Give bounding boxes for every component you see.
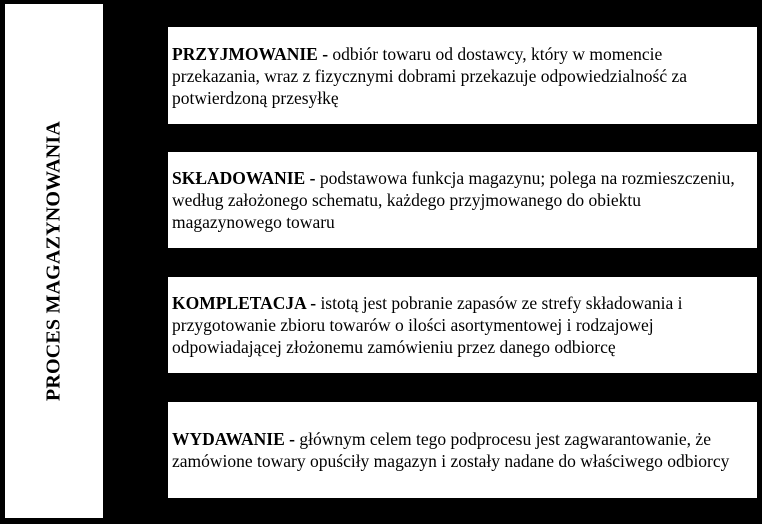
step-description: istotą jest pobranie zapasów ze strefy składowania i przygotowanie zbioru towarów o ilości asortymentowej i rodzajowej odpowiadającej złożonemu zamówieniu przez danego odbiorcę — [172, 293, 683, 357]
step-text — [172, 43, 753, 109]
step-separator: - — [305, 168, 320, 188]
step-box-storage — [168, 152, 757, 248]
step-description: podstawowa funkcja magazynu; polega na rozmieszczeniu, według założonego schematu, każdego przyjmowanego do obiektu magazynowego towaru — [172, 168, 735, 232]
step-box-dispatch — [168, 402, 757, 498]
process-title-panel — [5, 4, 103, 518]
step-name: SKŁADOWANIE — [172, 168, 306, 188]
step-box-picking — [168, 277, 757, 373]
step-text — [172, 167, 753, 233]
step-name: WYDAWANIE — [172, 429, 285, 449]
step-description: odbiór towaru od dostawcy, który w momencie przekazania, wraz z fizycznymi dobrami przekazuje odpowiedzialność za potwierdzoną przesyłkę — [172, 43, 688, 108]
step-separator: - — [317, 43, 333, 64]
step-name: PRZYJMOWANIE — [172, 43, 318, 64]
step-description: głównym celem tego podprocesu jest zagwarantowanie, że zamówione towary opuściły magazyn i zostały nadane do właściwego odbiorcy — [172, 429, 730, 471]
step-name: KOMPLETACJA — [172, 293, 306, 313]
step-separator: - — [284, 429, 300, 449]
step-separator: - — [305, 293, 321, 313]
step-box-receiving — [168, 27, 757, 124]
step-text — [172, 292, 753, 358]
process-title: PROCES MAGAZYNOWANIA — [42, 120, 65, 402]
step-text — [172, 428, 753, 472]
